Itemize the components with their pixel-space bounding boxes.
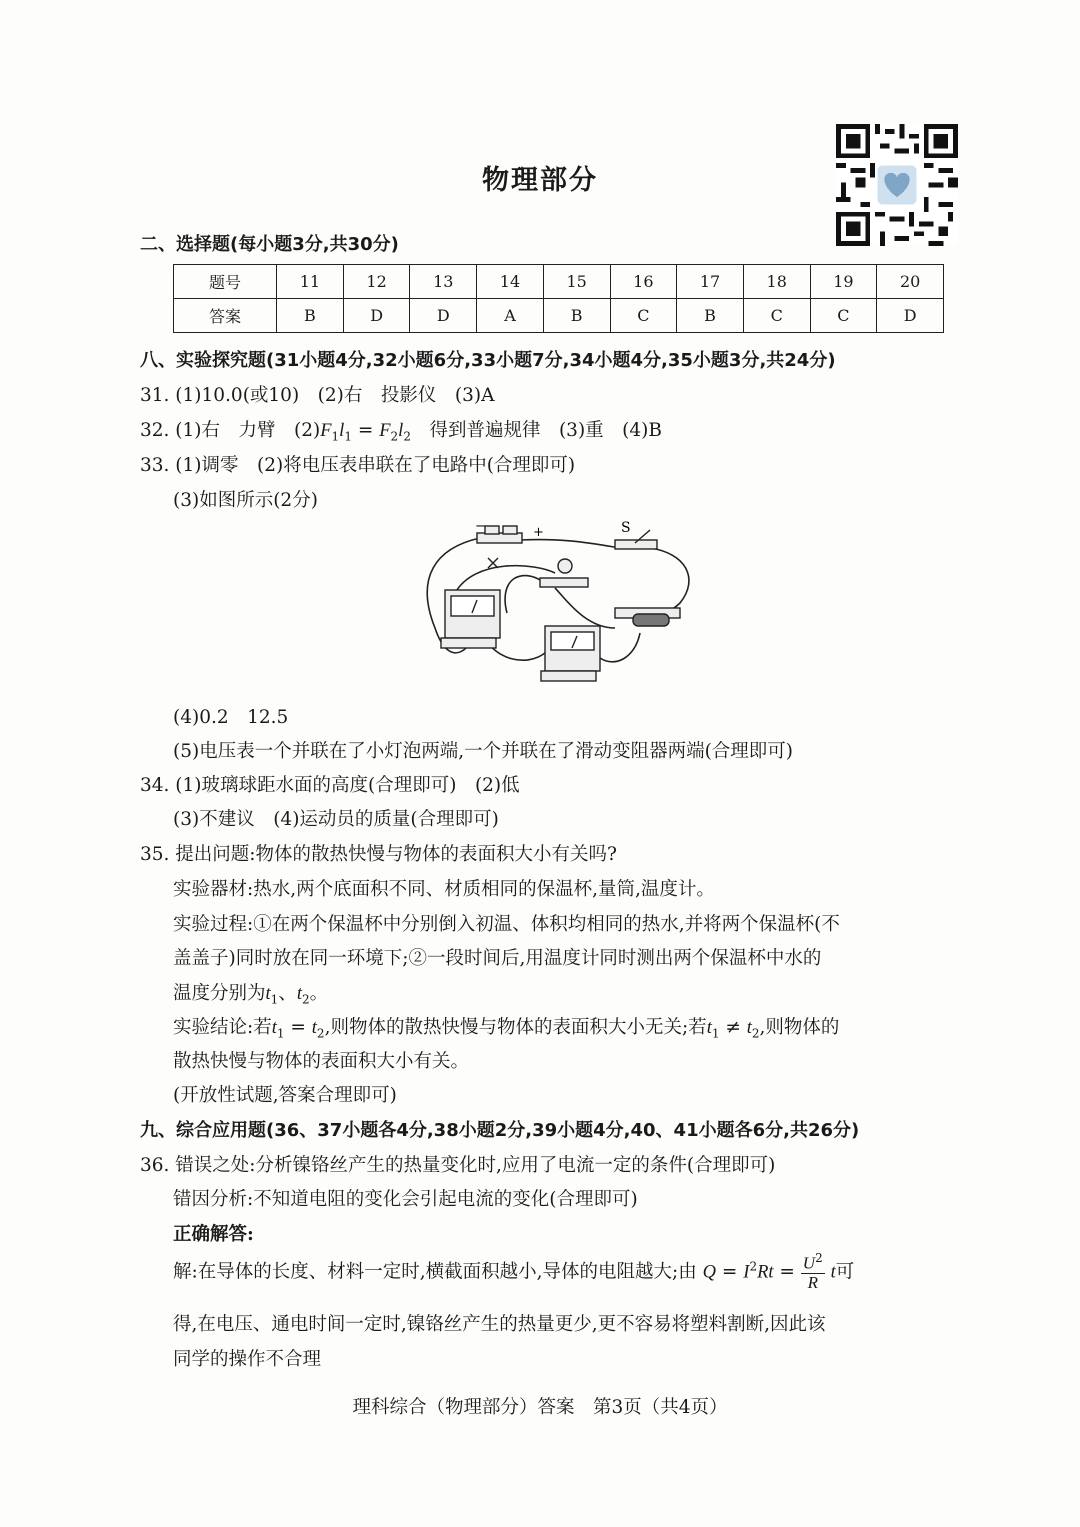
table-cell: 20 [877, 265, 944, 299]
answer-32-prefix: 32. (1)右 力臂 (2) [140, 420, 321, 441]
answer-35-line7: 散热快慢与物体的表面积大小有关。 [173, 1051, 470, 1072]
answer-32-suffix: 得到普遍规律 (3)重 (4)B [410, 420, 662, 441]
answer-35-line5-text: 温度分别为 [173, 983, 266, 1004]
row-label: 题号 [174, 265, 277, 299]
section-9-heading: 九、综合应用题(36、37小题各4分,38小题2分,39小题4分,40、41小题各6分,共26分) [140, 1120, 860, 1141]
answer-36-line5: 得,在电压、通电时间一定时,镍铬丝产生的热量更少,更不容易将塑料割断,因此该 [173, 1314, 826, 1335]
switch-label: S [621, 520, 631, 536]
answer-35-line1: 35. 提出问题:物体的散热快慢与物体的表面积大小有关吗? [140, 844, 617, 865]
answer-35-line6-b: ,则物体的散热快慢与物体的表面积大小无关;若 [324, 1017, 707, 1038]
table-cell: 16 [610, 265, 677, 299]
circuit-diagram [415, 518, 700, 693]
fraction-u2-over-r: $\frac{U^2}{R}$ [802, 1251, 823, 1293]
answer-36-line4-text: 解:在导体的长度、材料一定时,横截面积越小,导体的电阻越大;由 [173, 1261, 697, 1283]
table-cell: 15 [543, 265, 610, 299]
answer-35-line6-a: 实验结论:若 [173, 1017, 272, 1038]
table-cell: C [810, 299, 877, 333]
table-row-answers [174, 299, 944, 333]
answer-36-line3: 正确解答: [173, 1224, 254, 1245]
page-title: 物理部分 [482, 165, 598, 196]
answer-33-line2: (3)如图所示(2分) [173, 490, 318, 511]
answer-31: 31. (1)10.0(或10) (2)右 投影仪 (3)A [140, 385, 495, 406]
answer-35-line4: 盖盖子)同时放在同一环境下;②一段时间后,用温度计同时测出两个保温杯中水的 [173, 948, 822, 969]
answer-35-line5: 温度分别为$t_1$、$t_2$。 [173, 983, 329, 1007]
answer-33-line4: (5)电压表一个并联在了小灯泡两端,一个并联在了滑动变阻器两端(合理即可) [173, 741, 794, 762]
table-cell: B [277, 299, 344, 333]
table-cell: 19 [810, 265, 877, 299]
answer-35-line8: (开放性试题,答案合理即可) [173, 1085, 397, 1106]
table-cell: D [343, 299, 410, 333]
table-cell: 18 [743, 265, 810, 299]
answer-35-line2: 实验器材:热水,两个底面积不同、材质相同的保温杯,量筒,温度计。 [173, 879, 715, 900]
minus-label: − [475, 519, 486, 534]
section-8-heading: 八、实验探究题(31小题4分,32小题6分,33小题7分,34小题4分,35小题3分,共24分) [140, 350, 836, 371]
table-cell: A [477, 299, 544, 333]
table-row-numbers [174, 265, 944, 299]
table-cell: B [543, 299, 610, 333]
answer-33-line3: (4)0.2 12.5 [173, 707, 289, 728]
table-cell: D [410, 299, 477, 333]
answer-34-line2: (3)不建议 (4)运动员的质量(合理即可) [173, 809, 499, 830]
answer-35-line3: 实验过程:①在两个保温杯中分别倒入初温、体积均相同的热水,并将两个保温杯(不 [173, 914, 840, 935]
answer-32 [140, 416, 662, 444]
table-cell: C [610, 299, 677, 333]
row-label: 答案 [174, 299, 277, 333]
table-cell: D [877, 299, 944, 333]
table-cell: 11 [277, 265, 344, 299]
plus-label: + [533, 525, 544, 540]
table-cell: 12 [343, 265, 410, 299]
answer-35-line6-c: ,则物体的 [759, 1017, 840, 1038]
table-cell: C [743, 299, 810, 333]
answer-35-line6: 实验结论:若$t_1 = t_2$,则物体的散热快慢与物体的表面积大小无关;若$t_1 \ne t_2$,则物体的 [173, 1017, 840, 1041]
answer-36-line4: 解:在导体的长度、材料一定时,横截面积越小,导体的电阻越大;由 $Q = I^2Rt$ = $\frac{U^2}{R}$ t可 [173, 1251, 855, 1293]
answer-33-line1: 33. (1)调零 (2)将电压表串联在了电路中(合理即可) [140, 455, 576, 476]
qr-code [834, 124, 960, 246]
answer-34-line1: 34. (1)玻璃球距水面的高度(合理即可) (2)低 [140, 775, 520, 796]
section-2-heading: 二、选择题(每小题3分,共30分) [140, 234, 399, 255]
answer-36-line2: 错因分析:不知道电阻的变化会引起电流的变化(合理即可) [173, 1189, 638, 1210]
answer-36-line1: 36. 错误之处:分析镍铬丝产生的热量变化时,应用了电流一定的条件(合理即可) [140, 1155, 776, 1176]
table-cell: B [677, 299, 744, 333]
page-footer: 理科综合（物理部分）答案 第3页（共4页） [352, 1397, 728, 1418]
answer-36-line4-suffix: 可 [835, 1261, 855, 1283]
answer-table [173, 264, 944, 333]
lever-equation: $F_1l_1 = F_2l_2$ [320, 420, 411, 444]
table-cell: 13 [410, 265, 477, 299]
table-cell: 14 [477, 265, 544, 299]
answer-36-line6: 同学的操作不合理 [173, 1349, 322, 1370]
table-cell: 17 [677, 265, 744, 299]
